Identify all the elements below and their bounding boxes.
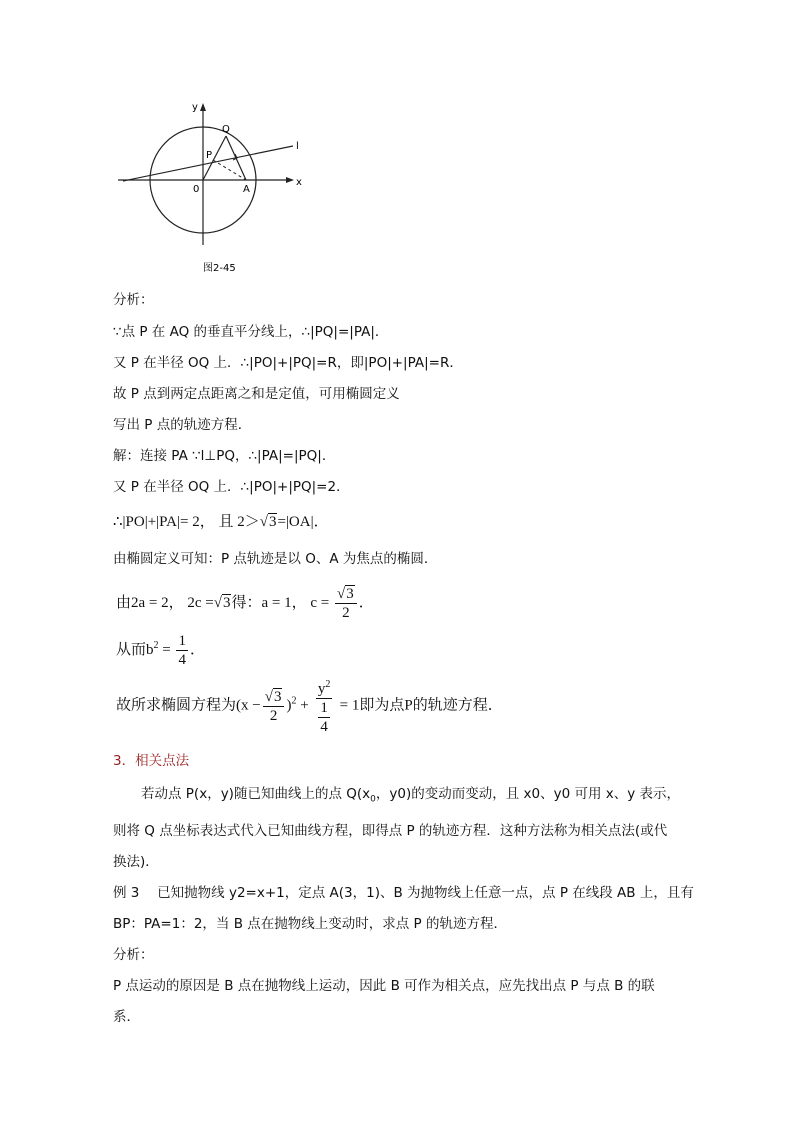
label-y: y xyxy=(192,102,198,113)
circle-diagram xyxy=(118,95,318,280)
example-line-1: 例 3 已知抛物线 y2=x+1，定点 A(3，1)、B 为抛物线上任意一点，点 P 在线段 AB 上，且有 xyxy=(113,885,694,901)
label-x: x xyxy=(296,177,302,188)
solution-line-7: 故所求椭圆方程为(x − $\frac{√3}{2}$ )$^2$ + $\frac{y^2}{\frac{1}{4}}$ = 1即为点P的轨迹方程． xyxy=(116,676,503,736)
solution-line-4: 由椭圆定义可知：P 点轨迹是以 O、A 为焦点的椭圆． xyxy=(113,551,438,567)
analysis-line-4: 写出 P 点的轨迹方程． xyxy=(113,417,252,433)
paragraph-line-3: 换法)． xyxy=(113,854,159,870)
x-axis-arrow xyxy=(286,177,294,183)
paragraph-line-2: 则将 Q 点坐标表达式代入已知曲线方程，即得点 P 的轨迹方程．这种方法称为相关点法(或代 xyxy=(113,823,668,839)
solution-line-6: 从而$b^2$ = $\frac{1}{4}$ ． xyxy=(116,633,205,668)
example-line-2: BP：PA=1：2，当 B 点在抛物线上变动时，求点 P 的轨迹方程． xyxy=(113,916,507,932)
analysis-line-2: 又 P 在半径 OQ 上．∴|PO|+|PQ|=R，即|PO|+|PA|=R． xyxy=(113,355,463,371)
label-O: 0 xyxy=(193,184,200,195)
example-analysis-heading: 分析： xyxy=(113,947,154,963)
solution-line-2: 又 P 在半径 OQ 上．∴|PO|+|PQ|=2． xyxy=(113,479,350,495)
label-l: l xyxy=(296,141,299,152)
example-analysis-line-1: P 点运动的原因是 B 点在抛物线上运动，因此 B 可作为相关点，应先找出点 P 与点 B 的联 xyxy=(113,978,655,994)
section-heading: 3．相关点法 xyxy=(113,753,190,769)
figure-2-45 xyxy=(118,95,318,284)
figure-caption: 图2-45 xyxy=(203,263,236,274)
label-A: A xyxy=(243,184,250,195)
y-axis-arrow xyxy=(200,103,206,111)
analysis-heading: 分析： xyxy=(113,292,154,308)
label-P: P xyxy=(206,150,213,161)
solution-line-3: ∴|PO|+|PA|= 2， 且 2＞√3=|OA|． xyxy=(113,514,329,530)
solution-line-1: 解：连接 PA ∵l⊥PQ，∴|PA|=|PQ|． xyxy=(113,448,336,464)
analysis-line-3: 故 P 点到两定点距离之和是定值，可用椭圆定义 xyxy=(113,386,400,402)
solution-line-5: 由2a = 2， 2c =√3得：a = 1， c = $\frac{√3}{2}$ ． xyxy=(116,586,374,621)
paragraph-line-1: 若动点 P(x，y)随已知曲线上的点 $Q(x_0$，y0)的变动而变动，且 x0、y0 可用 x、y 表示， xyxy=(141,786,681,805)
label-Q: Q xyxy=(222,124,230,135)
analysis-line-1: ∵点 P 在 AQ 的垂直平分线上，∴|PQ|=|PA|． xyxy=(113,324,389,340)
example-analysis-line-2: 系． xyxy=(113,1009,140,1025)
